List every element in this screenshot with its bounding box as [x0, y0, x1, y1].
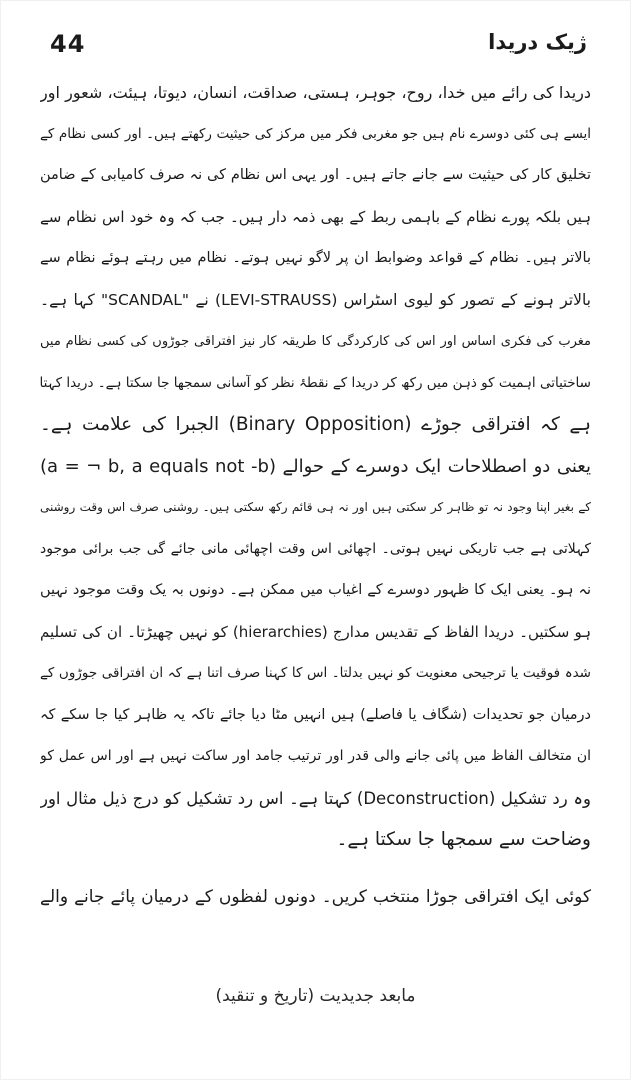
text-line: شدہ فوقیت یا ترجیحی معنویت کو نہیں بدلتا۔ اس کا کہنا صرف اتنا ہے کہ ان افتراقی جوڑوں کے — [40, 665, 591, 681]
text-line: نہ ہو۔ یعنی ایک کا ظہور دوسرے کے اغیاب میں ممکن ہے۔ دونوں بہ یک وقت موجود نہیں — [40, 582, 591, 598]
text-line: ایسے ہی کئی دوسرے نام ہیں جو مغربی فکر میں مرکز کی حیثیت رکھتے ہیں۔ اور کسی نظام کے — [40, 125, 591, 142]
text-line: تخلیق کار کی حیثیت سے جانے جاتے ہیں۔ اور یہی اس نظام کی نہ صرف کامیابی کے ضامن — [40, 167, 591, 183]
body-text — [40, 72, 591, 918]
text-line: (a = ¬ b, a equals not -b) یعنی دو اصطلاحات ایک دوسرے کے حوالے — [40, 455, 591, 477]
footer-book-title: مابعد جدیدیت (تاریخ و تنقید) — [215, 986, 416, 1006]
text-line: دریدا کی رائے میں خدا، روح، جوہر، ہستی، صداقت، انسان، دیوتا، ہیئت، شعور اور — [40, 83, 591, 102]
text-line: بالاتر ہونے کے تصور کو لیوی اسٹراس (LEVI-STRAUSS) نے "SCANDAL" کہا ہے۔ — [40, 290, 591, 309]
text-line: مغرب کی فکری اساس اور اس کی کارکردگی کا طریقہ کار نیز افتراقی جوڑوں کی کسی نظام میں — [40, 334, 591, 349]
text-line: کوئی ایک افتراقی جوڑا منتخب کریں۔ دونوں لفظوں کے درمیان پائے جانے والے — [40, 886, 591, 907]
text-line: ہے کہ افتراقی جوڑے (Binary Opposition) الجبرا کی علامت ہے۔ — [40, 414, 591, 435]
text-line: ہو سکتیں۔ دریدا الفاظ کے تقدیس مدارج (hierarchies) کو نہیں چھیڑتا۔ ان کی تسلیم — [40, 622, 591, 641]
text-line: ان متخالف الفاظ میں پائی جانے والی قدر اور ترتیب جامد اور ساکت نہیں ہے اور اس عمل کو — [40, 748, 591, 764]
text-line: کے بغیر اپنا وجود نہ تو ظاہر کر سکتی ہیں اور نہ ہی قائم رکھ سکتی ہیں۔ روشنی صرف اس وقت روشنی — [40, 500, 591, 514]
text-line: ساختیاتی اہمیت کو ذہن میں رکھ کر دریدا کے نقطۂ نظر کو آسانی سمجھا جا سکتا ہے۔ دریدا کہتا — [40, 374, 591, 391]
text-line: وہ رد تشکیل (Deconstruction) کہتا ہے۔ اس رد تشکیل کو درج ذیل مثال اور — [40, 788, 591, 808]
page-number: 44 — [50, 30, 86, 58]
text-line: ہیں بلکہ پورے نظام کے باہمی ربط کے بھی ذمہ دار ہیں۔ جب کہ وہ خود اس نظام سے — [40, 207, 591, 226]
text-line: کہلاتی ہے جب تاریکی نہیں ہوتی۔ اچھائی اس وقت اچھائی مانی جائے گی جب برائی موجود — [40, 540, 591, 557]
text-line: درمیان جو تحدیدات (شگاف یا فاصلے) ہیں انہیں مٹا دیا جائے تاکہ یہ ظاہر کیا جا سکے کہ — [40, 706, 591, 723]
running-title: ژیک دریدا — [488, 30, 587, 54]
text-line: وضاحت سے سمجھا جا سکتا ہے۔ — [336, 829, 591, 850]
text-line: بالاتر ہیں۔ نظام کے قواعد وضوابط ان پر لاگو نہیں ہوتے۔ نظام میں رہتے ہوئے نظام سے — [40, 250, 591, 266]
